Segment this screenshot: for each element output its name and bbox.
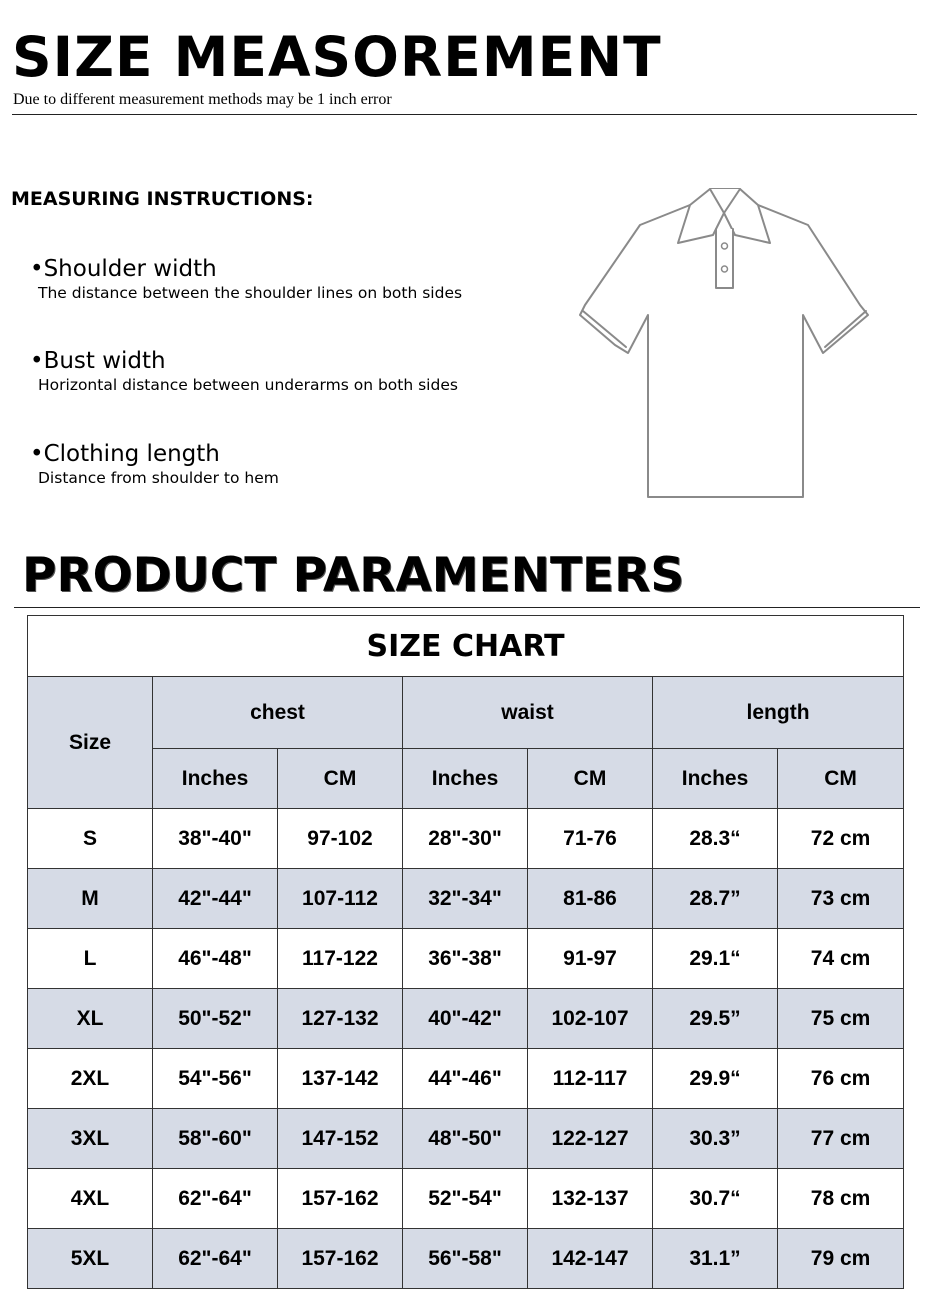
- chest-inches-cell: 42"-44": [153, 869, 278, 929]
- chest-inches-cell: 38"-40": [153, 809, 278, 869]
- table-row: [28, 1109, 904, 1169]
- size-cell: 2XL: [28, 1049, 153, 1109]
- table-row: [28, 1169, 904, 1229]
- length-group-header: length: [653, 677, 904, 749]
- instructions-heading: MEASURING INSTRUCTIONS:: [11, 188, 314, 210]
- instruction-clothing-length: [30, 440, 279, 488]
- chest-cm-cell: 107-112: [278, 869, 403, 929]
- size-cell: S: [28, 809, 153, 869]
- table-row: [28, 1049, 904, 1109]
- length-inches-cell: 29.1“: [653, 929, 778, 989]
- chest-cm-cell: 97-102: [278, 809, 403, 869]
- length-inches-cell: 30.3”: [653, 1109, 778, 1169]
- chest-inches-cell: 62"-64": [153, 1169, 278, 1229]
- measurement-note: Due to different measurement methods may be 1 inch error: [13, 91, 392, 108]
- chest-inches-cell: 58"-60": [153, 1109, 278, 1169]
- waist-cm-cell: 81-86: [528, 869, 653, 929]
- size-cell: 3XL: [28, 1109, 153, 1169]
- waist-inches-cell: 28"-30": [403, 809, 528, 869]
- chest-cm-cell: 157-162: [278, 1169, 403, 1229]
- section-divider: [14, 607, 920, 608]
- chest-inches-cell: 50"-52": [153, 989, 278, 1049]
- instruction-label: •Shoulder width: [30, 256, 217, 282]
- instruction-shoulder-width: [30, 255, 462, 303]
- size-cell: 4XL: [28, 1169, 153, 1229]
- chest-cm-cell: 137-142: [278, 1049, 403, 1109]
- length-cm-cell: 76 cm: [778, 1049, 904, 1109]
- chest-cm-cell: 147-152: [278, 1109, 403, 1169]
- unit-header: Inches: [403, 749, 528, 809]
- instruction-bust-width: [30, 347, 458, 395]
- length-inches-cell: 29.9“: [653, 1049, 778, 1109]
- waist-inches-cell: 40"-42": [403, 989, 528, 1049]
- waist-cm-cell: 71-76: [528, 809, 653, 869]
- length-cm-cell: 79 cm: [778, 1229, 904, 1289]
- waist-cm-cell: 112-117: [528, 1049, 653, 1109]
- length-cm-cell: 72 cm: [778, 809, 904, 869]
- instruction-description: Horizontal distance between underarms on both sides: [38, 376, 458, 394]
- waist-cm-cell: 122-127: [528, 1109, 653, 1169]
- table-row: [28, 809, 904, 869]
- waist-inches-cell: 44"-46": [403, 1049, 528, 1109]
- length-inches-cell: 29.5”: [653, 989, 778, 1049]
- table-row: [28, 989, 904, 1049]
- waist-cm-cell: 102-107: [528, 989, 653, 1049]
- size-cell: M: [28, 869, 153, 929]
- table-row: [28, 929, 904, 989]
- waist-inches-cell: 52"-54": [403, 1169, 528, 1229]
- length-cm-cell: 73 cm: [778, 869, 904, 929]
- chest-inches-cell: 46"-48": [153, 929, 278, 989]
- table-row: [28, 869, 904, 929]
- size-cell: 5XL: [28, 1229, 153, 1289]
- length-cm-cell: 75 cm: [778, 989, 904, 1049]
- size-cell: L: [28, 929, 153, 989]
- size-chart-title: SIZE CHART: [28, 616, 904, 677]
- waist-group-header: waist: [403, 677, 653, 749]
- table-row: [28, 1229, 904, 1289]
- length-inches-cell: 30.7“: [653, 1169, 778, 1229]
- chest-inches-cell: 62"-64": [153, 1229, 278, 1289]
- size-cell: XL: [28, 989, 153, 1049]
- unit-header: Inches: [153, 749, 278, 809]
- waist-inches-cell: 48"-50": [403, 1109, 528, 1169]
- unit-header: CM: [528, 749, 653, 809]
- size-column-header: Size: [28, 677, 153, 809]
- waist-cm-cell: 91-97: [528, 929, 653, 989]
- instruction-label: •Clothing length: [30, 441, 220, 467]
- waist-cm-cell: 132-137: [528, 1169, 653, 1229]
- length-cm-cell: 78 cm: [778, 1169, 904, 1229]
- length-inches-cell: 28.3“: [653, 809, 778, 869]
- chest-inches-cell: 54"-56": [153, 1049, 278, 1109]
- header-divider: [12, 114, 917, 115]
- unit-header: CM: [778, 749, 904, 809]
- section-title: PRODUCT PARAMENTERS: [22, 548, 685, 603]
- chest-group-header: chest: [153, 677, 403, 749]
- waist-inches-cell: 56"-58": [403, 1229, 528, 1289]
- chest-cm-cell: 127-132: [278, 989, 403, 1049]
- page-title: SIZE MEASOREMENT: [12, 25, 662, 89]
- length-inches-cell: 31.1”: [653, 1229, 778, 1289]
- chest-cm-cell: 117-122: [278, 929, 403, 989]
- unit-header: Inches: [653, 749, 778, 809]
- length-cm-cell: 77 cm: [778, 1109, 904, 1169]
- waist-cm-cell: 142-147: [528, 1229, 653, 1289]
- size-chart-table: [27, 615, 904, 1289]
- unit-header: CM: [278, 749, 403, 809]
- instruction-label: •Bust width: [30, 348, 166, 374]
- polo-shirt-icon: [540, 125, 910, 535]
- waist-inches-cell: 36"-38": [403, 929, 528, 989]
- instruction-description: Distance from shoulder to hem: [38, 469, 279, 487]
- length-cm-cell: 74 cm: [778, 929, 904, 989]
- instruction-description: The distance between the shoulder lines on both sides: [38, 284, 463, 302]
- chest-cm-cell: 157-162: [278, 1229, 403, 1289]
- length-inches-cell: 28.7”: [653, 869, 778, 929]
- waist-inches-cell: 32"-34": [403, 869, 528, 929]
